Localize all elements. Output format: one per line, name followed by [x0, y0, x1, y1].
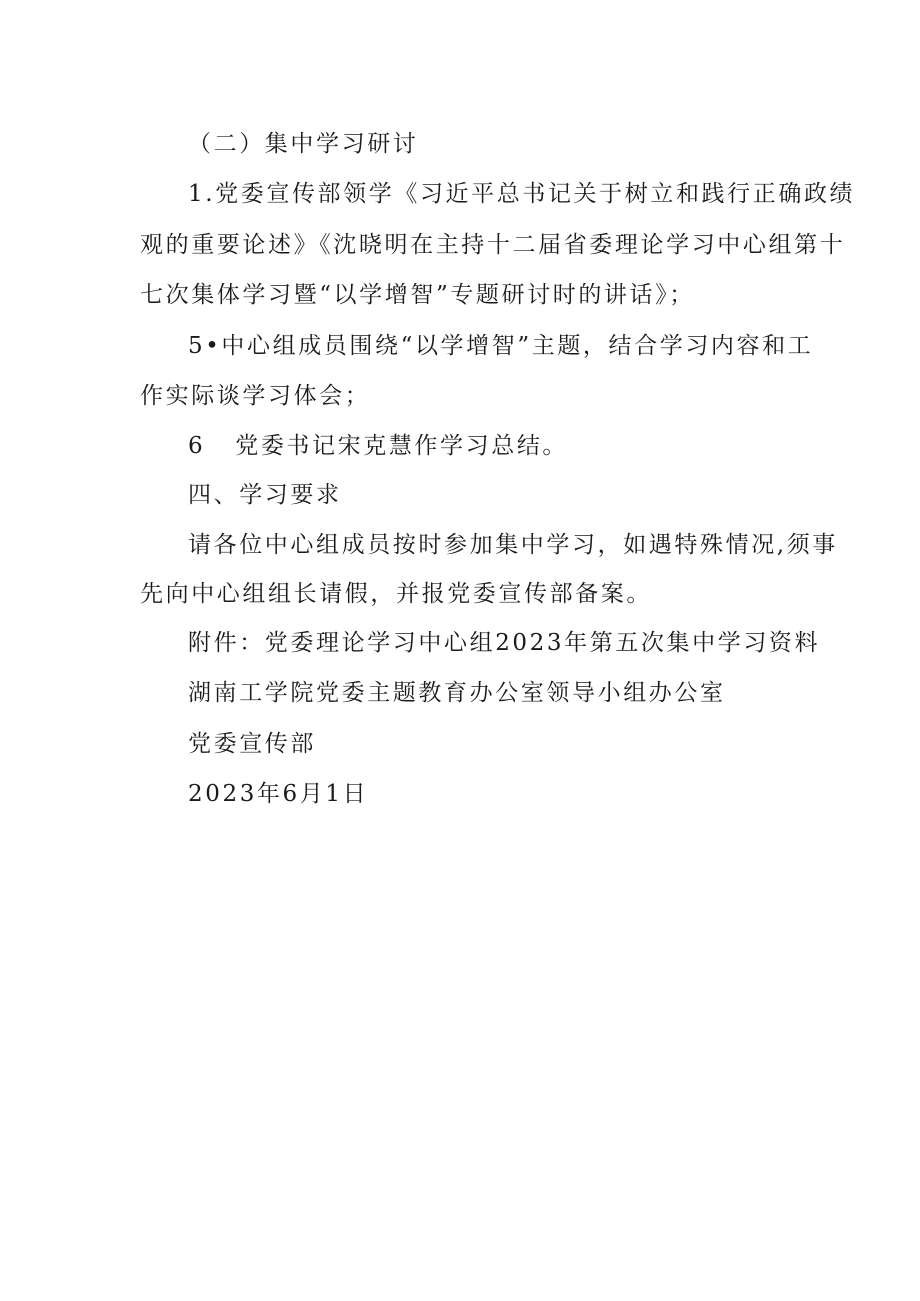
item-1-line-2: 观的重要论述》《沈晓明在主持十二届省委理论学习中心组第十	[140, 232, 846, 258]
section-4-heading: 四、学习要求	[188, 482, 342, 508]
issue-date: 2023年6月1日	[188, 781, 369, 807]
item-6	[188, 435, 568, 458]
item-5-line-1: 5•中心组成员围绕“以学增智”主题，结合学习内容和工	[188, 333, 814, 359]
item-6-text: 党委书记宋克慧作学习总结。	[235, 433, 569, 459]
item-5-line-2: 作实际谈学习体会；	[140, 383, 371, 409]
issuer-department: 党委宣传部	[188, 731, 316, 757]
item-6-number: 6	[188, 433, 206, 459]
attachment-note: 附件：党委理论学习中心组2023年第五次集中学习资料	[188, 630, 821, 656]
item-1-line-3: 七次集体学习暨“以学增智”专题研讨时的讲话》；	[140, 282, 695, 308]
issuer-office: 湖南工学院党委主题教育办公室领导小组办公室	[188, 680, 726, 706]
requirement-line-1: 请各位中心组成员按时参加集中学习，如遇特殊情况,须事	[188, 532, 838, 558]
section-heading: （二）集中学习研讨	[188, 131, 419, 157]
item-1-line-1: 1.党委宣传部领学《习近平总书记关于树立和践行正确政绩	[188, 181, 856, 207]
requirement-line-2: 先向中心组组长请假，并报党委宣传部备案。	[140, 581, 652, 607]
